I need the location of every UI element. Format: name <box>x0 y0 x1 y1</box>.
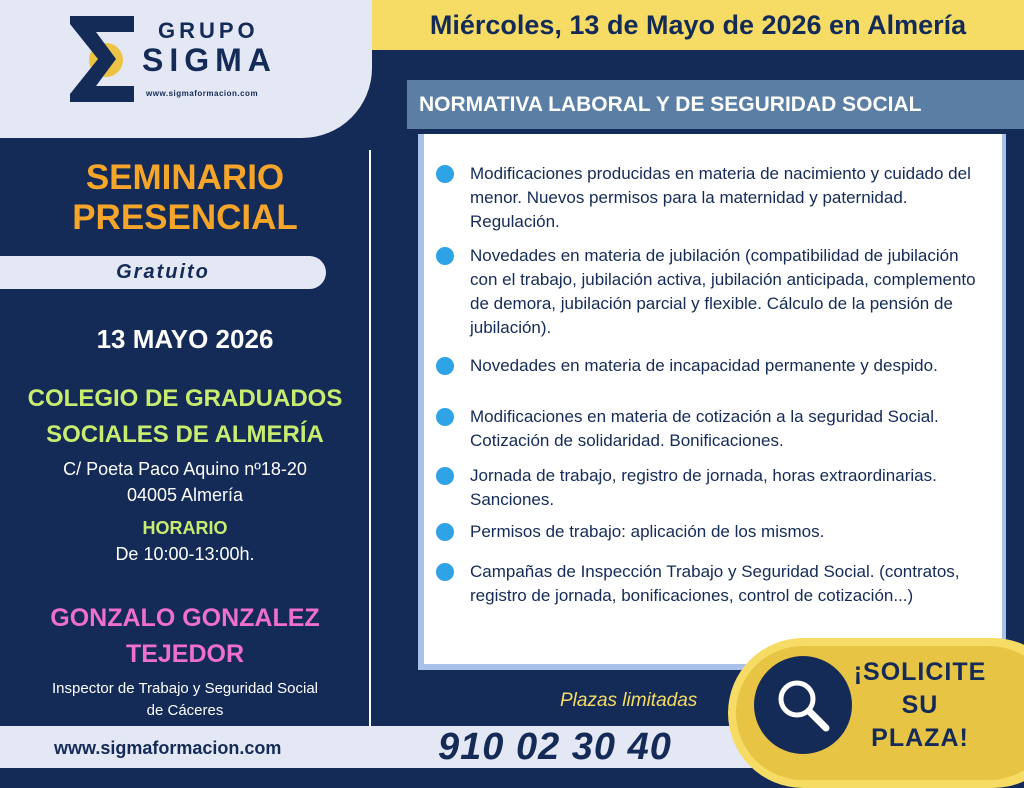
date-banner <box>372 0 1024 50</box>
topic-item-text: Novedades en materia de incapacidad permanente y despido. <box>470 356 938 375</box>
venue-address-line2: 04005 Almería <box>126 485 244 505</box>
free-badge <box>0 256 326 289</box>
search-icon[interactable] <box>772 674 834 736</box>
cta-text-line3: PLAZA! <box>871 724 969 752</box>
speaker-role-line2: de Cáceres <box>146 702 224 719</box>
bullet-dot-icon <box>436 408 454 426</box>
topic-item-text: Novedades en materia de jubilación (compatibilidad de jubilación con el trabajo, jubilación activa, jubilación anticipada, complemento de demora, jubilación parcial y flexible. Cálculo de la pensión de jubilación). <box>470 246 976 337</box>
speaker-name <box>0 600 370 672</box>
contact-phone[interactable]: 910 02 30 40 <box>438 726 672 768</box>
topic-heading-text: NORMATIVA LABORAL Y DE SEGURIDAD SOCIAL <box>419 92 922 116</box>
venue-address <box>0 456 370 508</box>
venue-address-line1: C/ Poeta Paco Aquino nº18-20 <box>63 459 307 479</box>
schedule-value: De 10:00-13:00h. <box>115 544 255 564</box>
seminar-title-line1: SEMINARIO <box>85 158 285 197</box>
bullet-dot-icon <box>436 563 454 581</box>
bullet-dot-icon <box>436 523 454 541</box>
topic-item-text: Jornada de trabajo, registro de jornada, horas extraordinarias. Sanciones. <box>470 466 937 509</box>
topic-item-text: Modificaciones producidas en materia de nacimiento y cuidado del menor. Nuevos permisos para la maternidad y paternidad. Regulación. <box>470 164 971 231</box>
bullet-dot-icon <box>436 165 454 183</box>
bullet-dot-icon <box>436 467 454 485</box>
sigma-logo-icon <box>66 12 138 106</box>
bullet-dot-icon <box>436 357 454 375</box>
cta-text[interactable] <box>840 656 1000 755</box>
topic-heading <box>407 80 1024 129</box>
date-banner-text: Miércoles, 13 de Mayo de 2026 en Almería <box>429 9 967 40</box>
speaker-role-line1: Inspector de Trabajo y Seguridad Social <box>52 680 318 697</box>
logo-url[interactable]: www.sigmaformacion.com <box>146 89 259 98</box>
venue-name <box>0 381 370 453</box>
topics-box <box>424 134 1002 664</box>
venue-name-line2: SOCIALES DE ALMERÍA <box>46 421 324 448</box>
topic-item-text: Campañas de Inspección Trabajo y Seguridad Social. (contratos, registro de jornada, bonificaciones, control de cotización...) <box>470 562 960 605</box>
seminar-title-line2: PRESENCIAL <box>72 198 298 237</box>
schedule-label: HORARIO <box>142 518 228 538</box>
speaker-role <box>0 678 370 722</box>
event-date: 13 MAYO 2026 <box>96 324 274 354</box>
free-badge-text: Gratuito <box>116 261 210 283</box>
cta-text-line1: ¡SOLICITE <box>853 658 987 686</box>
venue-name-line1: COLEGIO DE GRADUADOS <box>27 385 343 412</box>
footer-url[interactable]: www.sigmaformacion.com <box>54 738 282 758</box>
logo-wordmark: SIGMA <box>142 42 277 78</box>
speaker-name-line2: TEJEDOR <box>125 640 245 668</box>
logo-grupo-text: GRUPO <box>158 18 259 43</box>
topic-item-text: Modificaciones en materia de cotización a la seguridad Social. Cotización de solidaridad. Bonificaciones. <box>470 407 939 450</box>
topic-item-text: Permisos de trabajo: aplicación de los mismos. <box>470 522 825 541</box>
seminar-title <box>0 158 370 238</box>
limited-seats-text: Plazas limitadas <box>560 690 698 711</box>
cta-text-line2: SU <box>901 691 939 719</box>
speaker-name-line1: GONZALO GONZALEZ <box>50 604 320 632</box>
bullet-dot-icon <box>436 247 454 265</box>
